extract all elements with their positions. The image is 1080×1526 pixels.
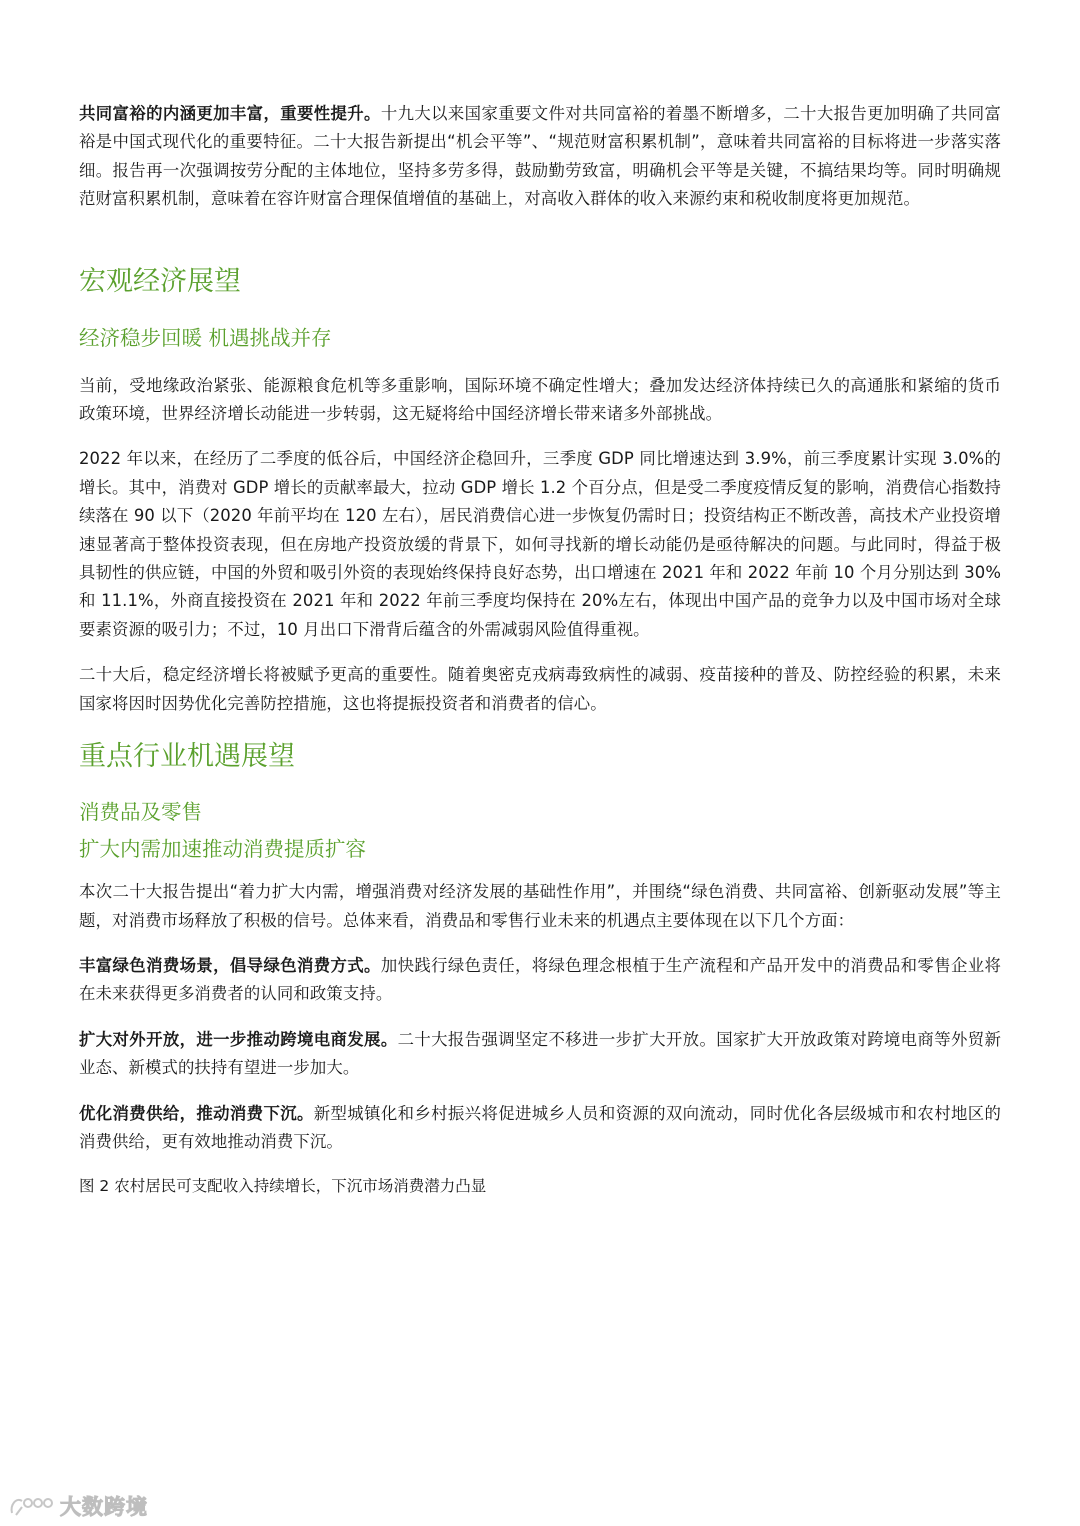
point-lead: 丰富绿色消费场景，倡导绿色消费方式。 <box>79 955 381 975</box>
section-subtitle-macro: 经济稳步回暖 机遇挑战并存 <box>79 325 332 350</box>
point-text: 加快践行绿色责任，将绿色理念根植于生产流程和产品开发中的消费品和零售企业将在未来获得更多消费者的认同和政策支持。 <box>79 955 1001 1004</box>
watermark-text: 大数跨境 <box>60 1495 148 1519</box>
point-lead: 优化消费供给，推动消费下沉。 <box>79 1103 314 1123</box>
section-title-macro: 宏观经济展望 <box>79 265 241 297</box>
paragraph-macro-2: 2022 年以来，在经历了二季度的低谷后，中国经济企稳回升，三季度 GDP 同比增速达到 3.9%，前三季度累计实现 3.0%的增长。其中，消费对 GDP 增长的贡献率最大，拉动 GDP 增长 1.2 个百分点，但是受二季度疫情反复的影响，消费信心指数持续落在 90 以下（2020 年前平均在 120 左右），居民消费信心进一步恢复仍需时日；投资结构正不断改善，高技术产业投资增速显著高于整体投资表现，但在房地产投资放缓的背景下，如何寻找新的增长动能仍是亟待解决的问题。与此同时，得益于极具韧性的供应链，中国的外贸和吸引外资的表现始终保持良好态势，出口增速在 2021 年和 2022 年前 10 个月分别达到 30%和 11.1%，外商直接投资在 2021 年和 2022 年前三季度均保持在 20%左右，体现出中国产品的竞争力以及中国市场对全球要素资源的吸引力；不过，10 月出口下滑背后蕴含的外需减弱风险值得重视。 <box>79 449 1001 639</box>
page-content <box>79 100 1001 1199</box>
figure-caption: 图 2 农村居民可支配收入持续增长，下沉市场消费潜力凸显 <box>79 1177 487 1196</box>
paragraph-macro-1: 当前，受地缘政治紧张、能源粮食危机等多重影响，国际环境不确定性增大；叠加发达经济体持续已久的高通胀和紧缩的货币政策环境，世界经济增长动能进一步转弱，这无疑将给中国经济增长带来诸多外部挑战。 <box>79 375 1001 424</box>
paragraph-point-supply <box>79 1100 1001 1157</box>
section-subtitle-domestic-demand: 扩大内需加速推动消费提质扩容 <box>79 837 366 862</box>
paragraph-point-opening <box>79 1026 1001 1083</box>
section-title-industry: 重点行业机遇展望 <box>79 741 295 773</box>
paragraph-macro-3: 二十大后，稳定经济增长将被赋予更高的重要性。随着奥密克戎病毒致病性的减弱、疫苗接种的普及、防控经验的积累，未来国家将因时因势优化完善防控措施，这也将提振投资者和消费者的信心。 <box>79 665 1001 713</box>
paragraph-consumer-intro: 本次二十大报告提出“着力扩大内需，增强消费对经济发展的基础性作用”，并围绕“绿色消费、共同富裕、创新驱动发展”等主题，对消费市场释放了积极的信号。总体来看，消费品和零售行业未来的机遇点主要体现在以下几个方面： <box>79 882 1001 930</box>
dashuju-logo-icon <box>8 1493 54 1519</box>
section-subtitle-consumer: 消费品及零售 <box>79 800 202 825</box>
point-lead: 扩大对外开放，进一步推动跨境电商发展。 <box>79 1029 398 1049</box>
point-text: 二十大报告强调坚定不移进一步扩大开放。国家扩大开放政策对跨境电商等外贸新业态、新模式的扶持有望进一步加大。 <box>79 1029 1001 1078</box>
watermark <box>8 1490 148 1522</box>
point-text: 新型城镇化和乡村振兴将促进城乡人员和资源的双向流动，同时优化各层级城市和农村地区的消费供给，更有效地推动消费下沉。 <box>79 1103 1001 1151</box>
paragraph-lead: 共同富裕的内涵更加丰富，重要性提升。 <box>79 104 381 123</box>
paragraph-text: 十九大以来国家重要文件对共同富裕的着墨不断增多，二十大报告更加明确了共同富裕是中国式现代化的重要特征。二十大报告新提出“机会平等”、“规范财富积累机制”，意味着共同富裕的目标将进一步落实落细。报告再一次强调按劳分配的主体地位，坚持多劳多得，鼓励勤劳致富，明确机会平等是关键，不搞结果均等。同时明确规范财富积累机制，意味着在容许财富合理保值增值的基础上，对高收入群体的收入来源约束和税收制度将更加规范。 <box>79 104 1001 209</box>
paragraph-point-green <box>79 952 1001 1009</box>
paragraph-common-prosperity <box>79 100 1001 214</box>
